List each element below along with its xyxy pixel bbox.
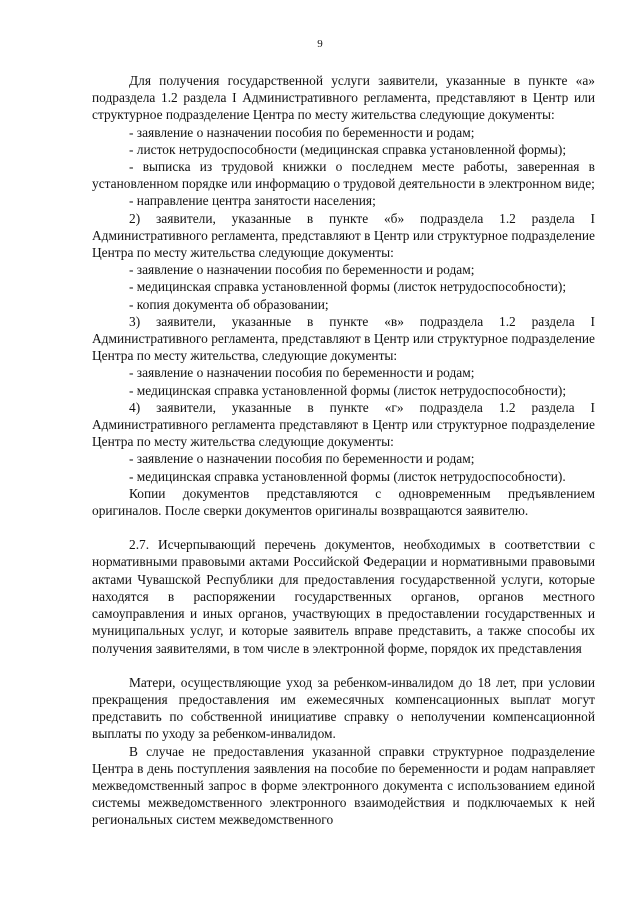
document-body <box>92 72 595 829</box>
list-item-application: - заявление о назначении пособия по беременности и родам; <box>129 365 475 381</box>
section-spacer <box>92 657 595 674</box>
paragraph-item-4: 4) заявители, указанные в пункте «г» подраздела 1.2 раздела I Административного регламента представляют в Центр или структурное подразделение Центра по месту жительства следующие документы: <box>92 399 595 450</box>
list-item-medical-certificate: - медицинская справка установленной формы (листок нетрудоспособности). <box>129 468 566 484</box>
section-spacer <box>92 519 595 536</box>
list-item-medical-certificate: - медицинская справка установленной формы (листок нетрудоспособности); <box>129 279 567 295</box>
paragraph-intro: Для получения государственной услуги заявители, указанные в пункте «а» подраздела 1.2 раздела I Административного регламента, представляют в Центр или структурное подразделение Центра по месту жительства следующие документы: <box>92 73 595 123</box>
list-item-medical-certificate: - медицинская справка установленной формы (листок нетрудоспособности); <box>129 382 567 398</box>
paragraph-mothers: Матери, осуществляющие уход за ребенком-инвалидом до 18 лет, при условии прекращения предоставления им ежемесячных компенсационных выплат могут представить по собственной инициативе справку о неполучении компенсационной выплаты по уходу за ребенком-инвалидом. <box>92 674 595 742</box>
page-number: 9 <box>317 38 323 50</box>
list-item-application: - заявление о назначении пособия по беременности и родам; <box>129 124 475 140</box>
paragraph-item-2: 2) заявители, указанные в пункте «б» подраздела 1.2 раздела I Административного регламента, представляют в Центр или структурное подразделение Центра по месту жительства следующие документы: <box>92 210 595 261</box>
paragraph-interagency-request: В случае не предоставления указанной справки структурное подразделение Центра в день поступления заявления на пособие по беременности и родам направляет межведомственный запрос в форме электронного документа с использованием единой системы межведомственного электронного взаимодействия и подключаемых к ней региональных систем межведомственного <box>92 743 595 828</box>
list-item-application: - заявление о назначении пособия по беременности и родам; <box>129 451 475 467</box>
list-item-employment-referral: - направление центра занятости населения; <box>129 193 376 209</box>
list-item-employment-record: - выписка из трудовой книжки о последнем месте работы, заверенная в установленном порядке или информацию о трудовой деятельности в электронном виде; <box>92 159 595 192</box>
paragraph-copies: Копии документов представляются с одновременным предъявлением оригиналов. После сверки документов оригиналы возвращаются заявителю. <box>92 485 595 519</box>
paragraph-item-3: 3) заявители, указанные в пункте «в» подраздела 1.2 раздела I Административного регламента, представляют в Центр или структурное подразделение Центра по месту жительства, следующие документы: <box>92 313 595 364</box>
section-heading-2-7: 2.7. Исчерпывающий перечень документов, необходимых в соответствии с нормативными правовыми актами Российской Федерации и нормативными правовыми актами Чувашской Республики для предоставления государственной услуги, которые находятся в распоряжении государственных органов, органов местного самоуправления и иных органов, участвующих в предоставлении государственных и муниципальных услуг, и которые заявитель вправе представить, а также способы их получения заявителями, в том числе в электронной форме, порядок их представления <box>92 537 595 656</box>
list-item-application: - заявление о назначении пособия по беременности и родам; <box>129 262 475 278</box>
list-item-sick-leave: - листок нетрудоспособности (медицинская справка установленной формы); <box>129 141 567 157</box>
list-item-education-copy: - копия документа об образовании; <box>129 296 329 312</box>
